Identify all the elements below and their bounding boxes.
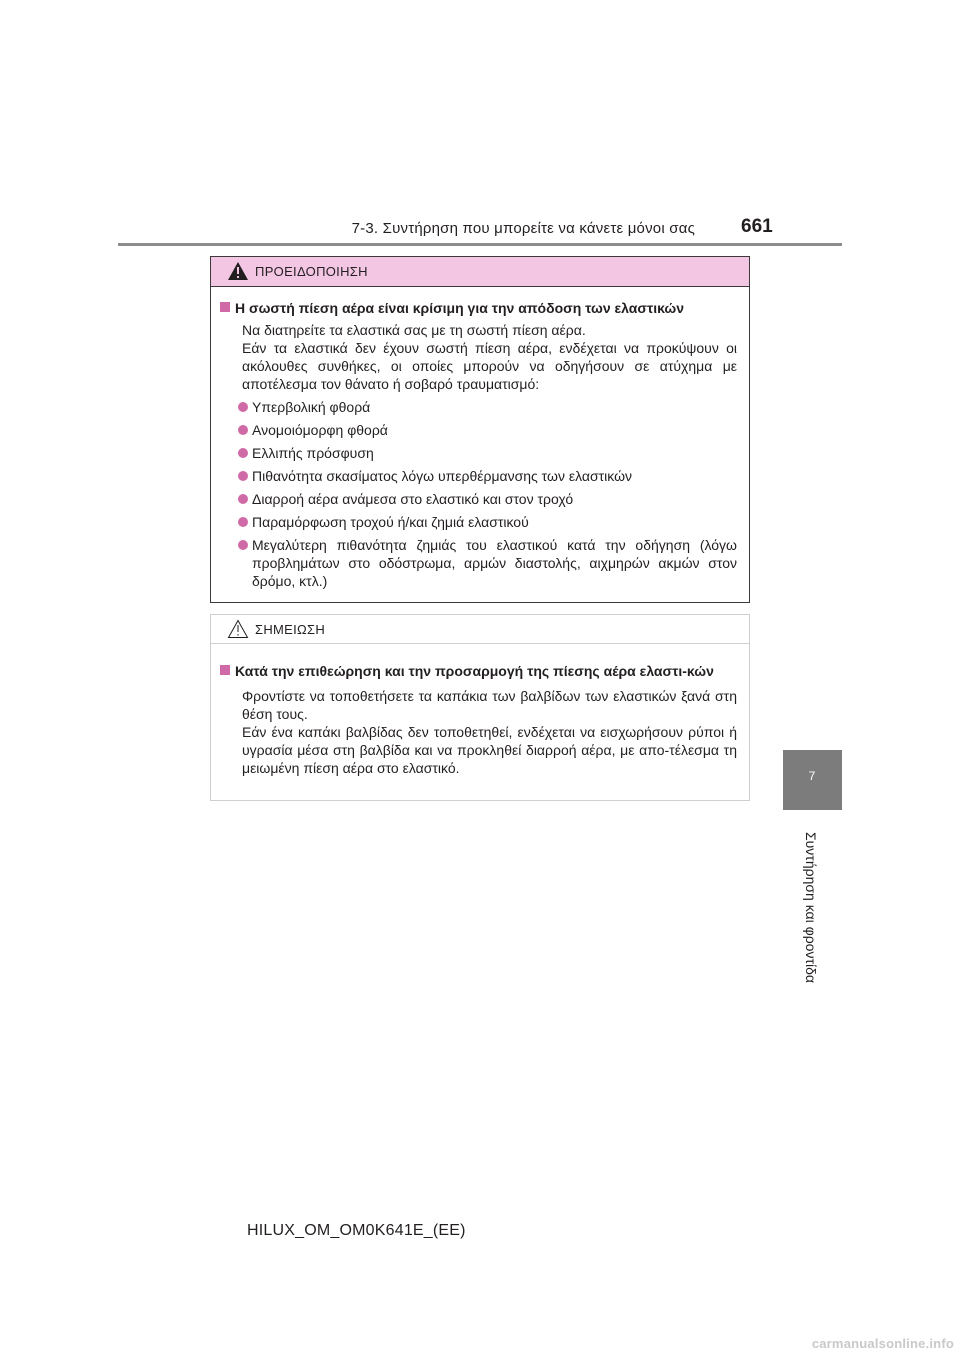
- chapter-label: Συντήρηση και φροντίδα: [803, 832, 819, 983]
- list-item: [220, 444, 741, 462]
- warning-title: ΠΡΟΕΙΔΟΠΟΙΗΣΗ: [255, 264, 368, 279]
- list-item: [220, 513, 741, 531]
- warning-heading-text: Η σωστή πίεση αέρα είναι κρίσιμη για την απόδοση των ελαστικών: [235, 300, 685, 316]
- round-bullet-icon: [238, 471, 248, 481]
- note-paragraph: Φροντίστε να τοποθετήσετε τα καπάκια των βαλβίδων των ελαστικών ξανά στη θέση τους.: [242, 688, 737, 722]
- list-item-text: Πιθανότητα σκασίματος λόγω υπερθέρμανσης των ελαστικών: [252, 468, 632, 484]
- note-header: [211, 615, 749, 644]
- square-bullet-icon: [220, 302, 230, 312]
- list-item-text: Παραμόρφωση τροχού ή/και ζημιά ελαστικού: [252, 514, 529, 530]
- caution-triangle-icon: [227, 619, 249, 639]
- list-item: [220, 490, 741, 508]
- list-item-text: Μεγαλύτερη πιθανότητα ζημιάς του ελαστικού κατά την οδήγηση (λόγω προβλημάτων στο οδόστρωμα, αρμών διαστολής, αιχμηρών ακμών στον δρόμο, κτλ.): [252, 537, 737, 589]
- warning-body: [211, 287, 749, 590]
- document-code: HILUX_OM_OM0K641E_(EE): [247, 1222, 466, 1239]
- note-heading: [220, 662, 741, 680]
- list-item-text: Ελλιπής πρόσφυση: [252, 445, 374, 461]
- section-title: 7-3. Συντήρηση που μπορείτε να κάνετε μόνοι σας: [351, 220, 695, 237]
- header-divider: [118, 243, 842, 246]
- round-bullet-icon: [238, 517, 248, 527]
- warning-triangle-icon: [227, 261, 249, 281]
- list-item: [220, 398, 741, 416]
- warning-heading: [220, 299, 741, 317]
- warning-paragraph: Εάν τα ελαστικά δεν έχουν σωστή πίεση αέρα, ενδέχεται να προκύψουν οι ακόλουθες συνθήκες, οι οποίες μπορούν να οδηγήσουν σε ατύχημα με αποτέλεσμα τον θάνατο ή σοβαρό τραυματισμό:: [242, 340, 737, 392]
- warning-header: [211, 257, 749, 287]
- warning-paragraph: Να διατηρείτε τα ελαστικά σας με τη σωστή πίεση αέρα.: [242, 322, 586, 338]
- note-heading-text: Κατά την επιθεώρηση και την προσαρμογή της πίεσης αέρα ελαστι-κών: [235, 663, 714, 679]
- square-bullet-icon: [220, 665, 230, 675]
- chapter-number: 7: [808, 769, 816, 783]
- list-item-text: Διαρροή αέρα ανάμεσα στο ελαστικό και στον τροχό: [252, 491, 574, 507]
- round-bullet-icon: [238, 494, 248, 504]
- note-box: [210, 614, 750, 801]
- round-bullet-icon: [238, 425, 248, 435]
- round-bullet-icon: [238, 402, 248, 412]
- note-paragraph: Εάν ένα καπάκι βαλβίδας δεν τοποθετηθεί, ενδέχεται να εισχωρήσουν ρύποι ή υγρασία μέσα στη βαλβίδα και να προκληθεί διαρροή αέρα, με απο-τέλεσμα τη μειωμένη πίεση αέρα στο ελαστικό.: [242, 724, 737, 776]
- list-item: [220, 421, 741, 439]
- round-bullet-icon: [238, 448, 248, 458]
- watermark: carmanualsonline.info: [811, 1336, 954, 1351]
- page-number: 661: [741, 216, 773, 237]
- note-body: [211, 644, 749, 777]
- round-bullet-icon: [238, 540, 248, 550]
- note-title: ΣΗΜΕΙΩΣΗ: [255, 622, 326, 637]
- warning-box: [210, 256, 750, 603]
- list-item: [220, 467, 741, 485]
- list-item: [220, 536, 741, 590]
- list-item-text: Ανομοιόμορφη φθορά: [252, 422, 388, 438]
- list-item-text: Υπερβολική φθορά: [252, 399, 371, 415]
